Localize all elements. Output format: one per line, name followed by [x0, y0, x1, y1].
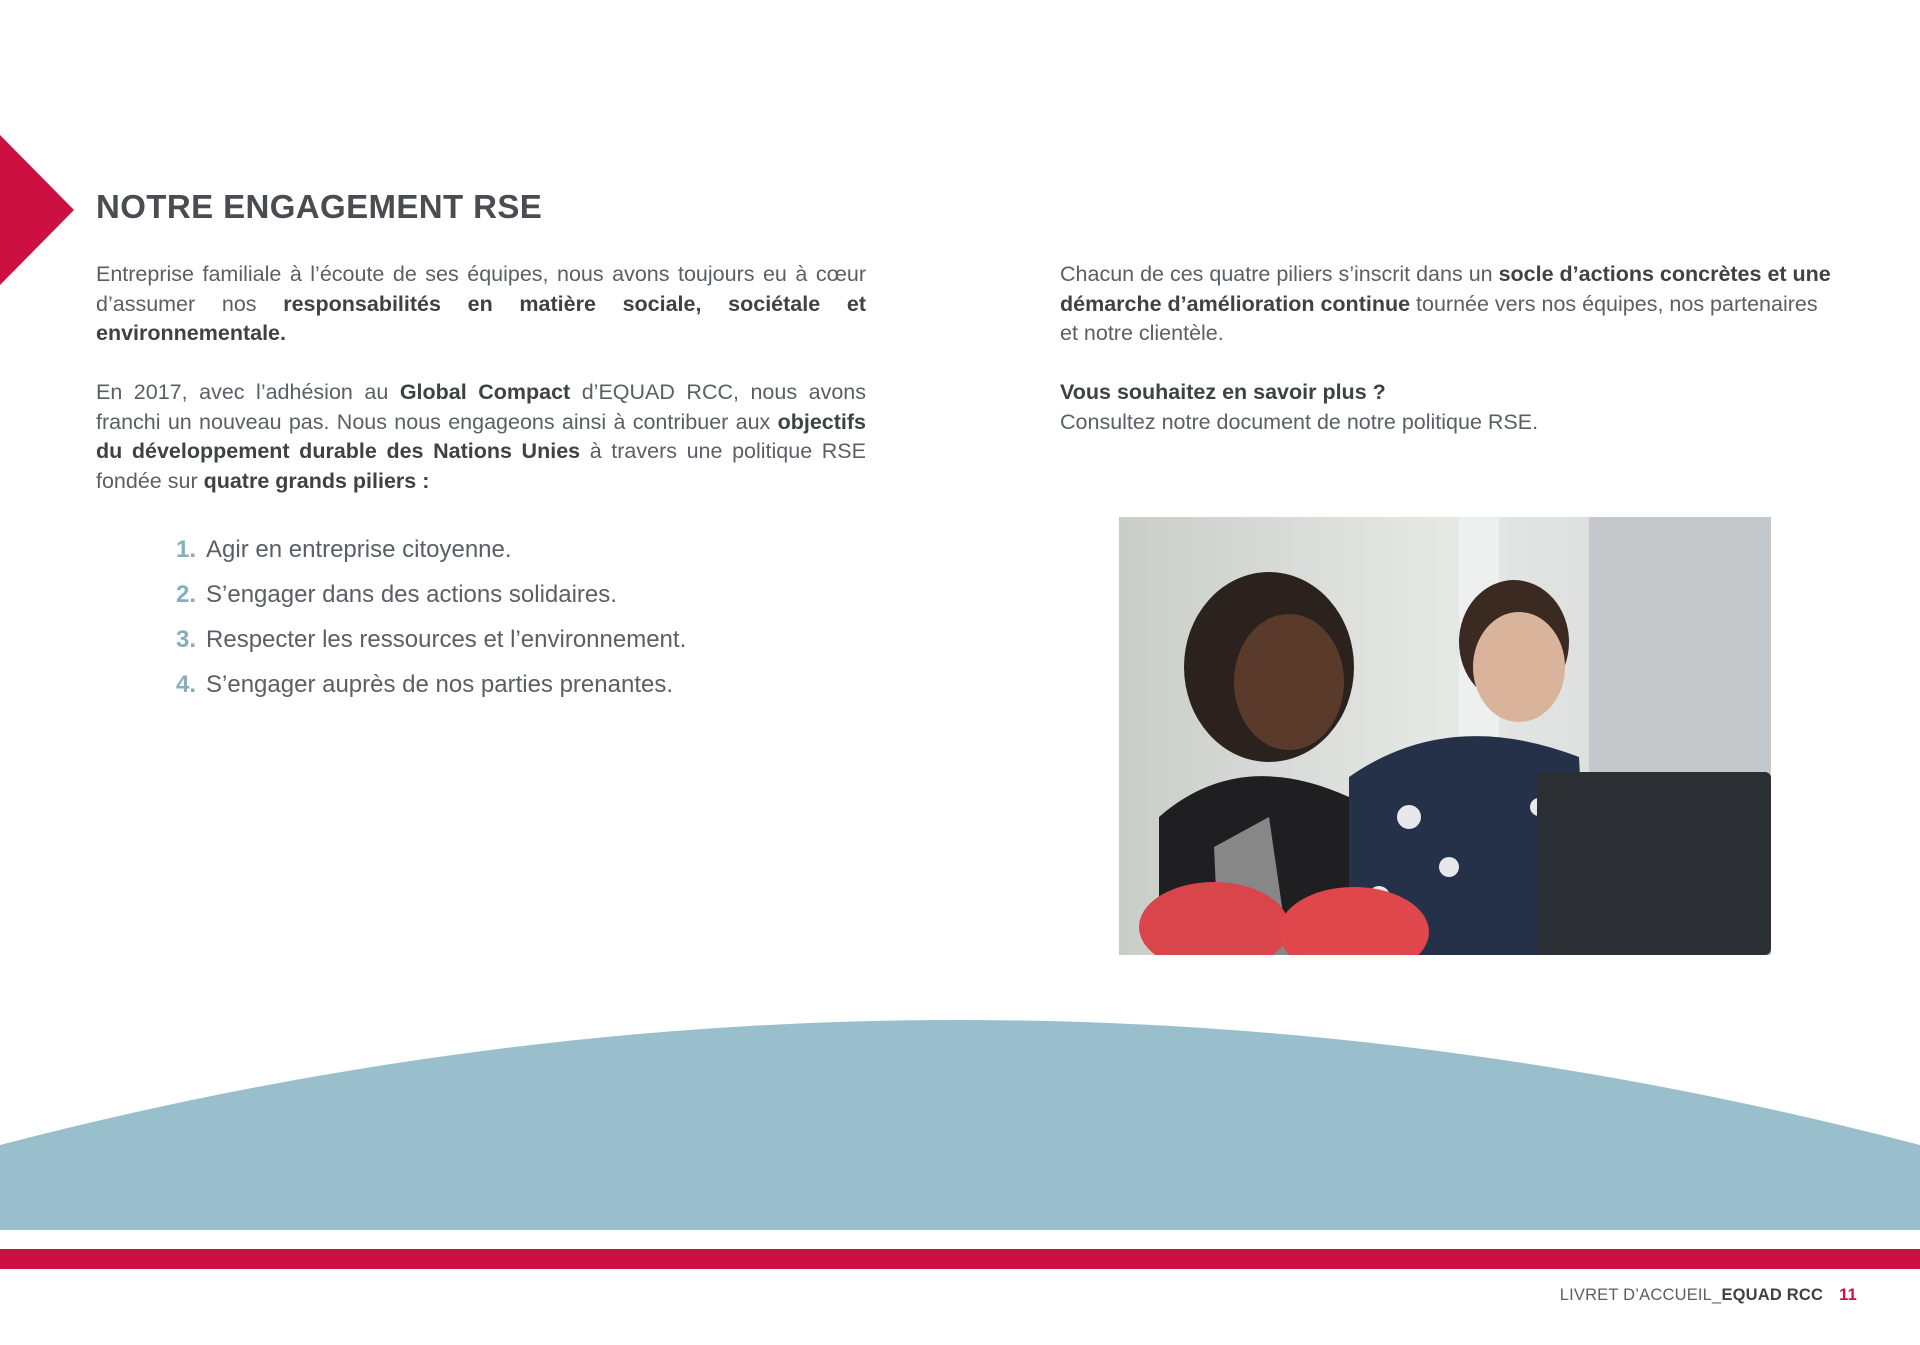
pillar-item: 3. Respecter les ressources et l’environnement.	[176, 626, 687, 653]
red-footer-band	[0, 1249, 1920, 1269]
right-column	[1060, 260, 1840, 467]
more-info-question: Vous souhaitez en savoir plus ?	[1060, 380, 1386, 404]
commitment-paragraph: En 2017, avec l’adhésion au Global Compact d’EQUAD RCC, nous avons franchi un nouveau pas. Nous nous engageons ainsi à contribuer aux objectifs du développement durable des Nations Unies à travers une politique RSE fondée sur quatre grands piliers :	[96, 380, 866, 493]
pillar-item: 4. S’engager auprès de nos parties prenantes.	[176, 671, 673, 698]
page-title: NOTRE ENGAGEMENT RSE	[96, 188, 543, 225]
footer-brand: EQUAD RCC	[1721, 1286, 1824, 1304]
more-info-paragraph	[1060, 378, 1840, 437]
footer-prefix: LIVRET D’ACCUEIL_	[1559, 1286, 1722, 1304]
blue-wave-decoration	[0, 1020, 1920, 1230]
actions-paragraph: Chacun de ces quatre piliers s’inscrit dans un socle d’actions concrètes et une démarche d’amélioration continue tournée vers nos équipes, nos partenaires et notre clientèle.	[1060, 262, 1831, 345]
policy-link-text[interactable]: Consultez notre document de notre politique RSE.	[1060, 409, 1539, 434]
pillar-item: 2. S’engager dans des actions solidaires.	[176, 581, 617, 608]
pillar-item: 1. Agir en entreprise citoyenne.	[176, 536, 512, 563]
team-meeting-photo	[1119, 517, 1771, 955]
intro-paragraph: Entreprise familiale à l’écoute de ses équipes, nous avons toujours eu à cœur d’assumer nos responsabilités en matière sociale, sociétale et environnementale.	[96, 262, 866, 345]
pillars-list	[176, 536, 686, 716]
footer	[1560, 1286, 1857, 1305]
red-arrow-marker	[0, 135, 76, 285]
left-column	[96, 260, 866, 526]
page-number: 11	[1839, 1286, 1857, 1304]
